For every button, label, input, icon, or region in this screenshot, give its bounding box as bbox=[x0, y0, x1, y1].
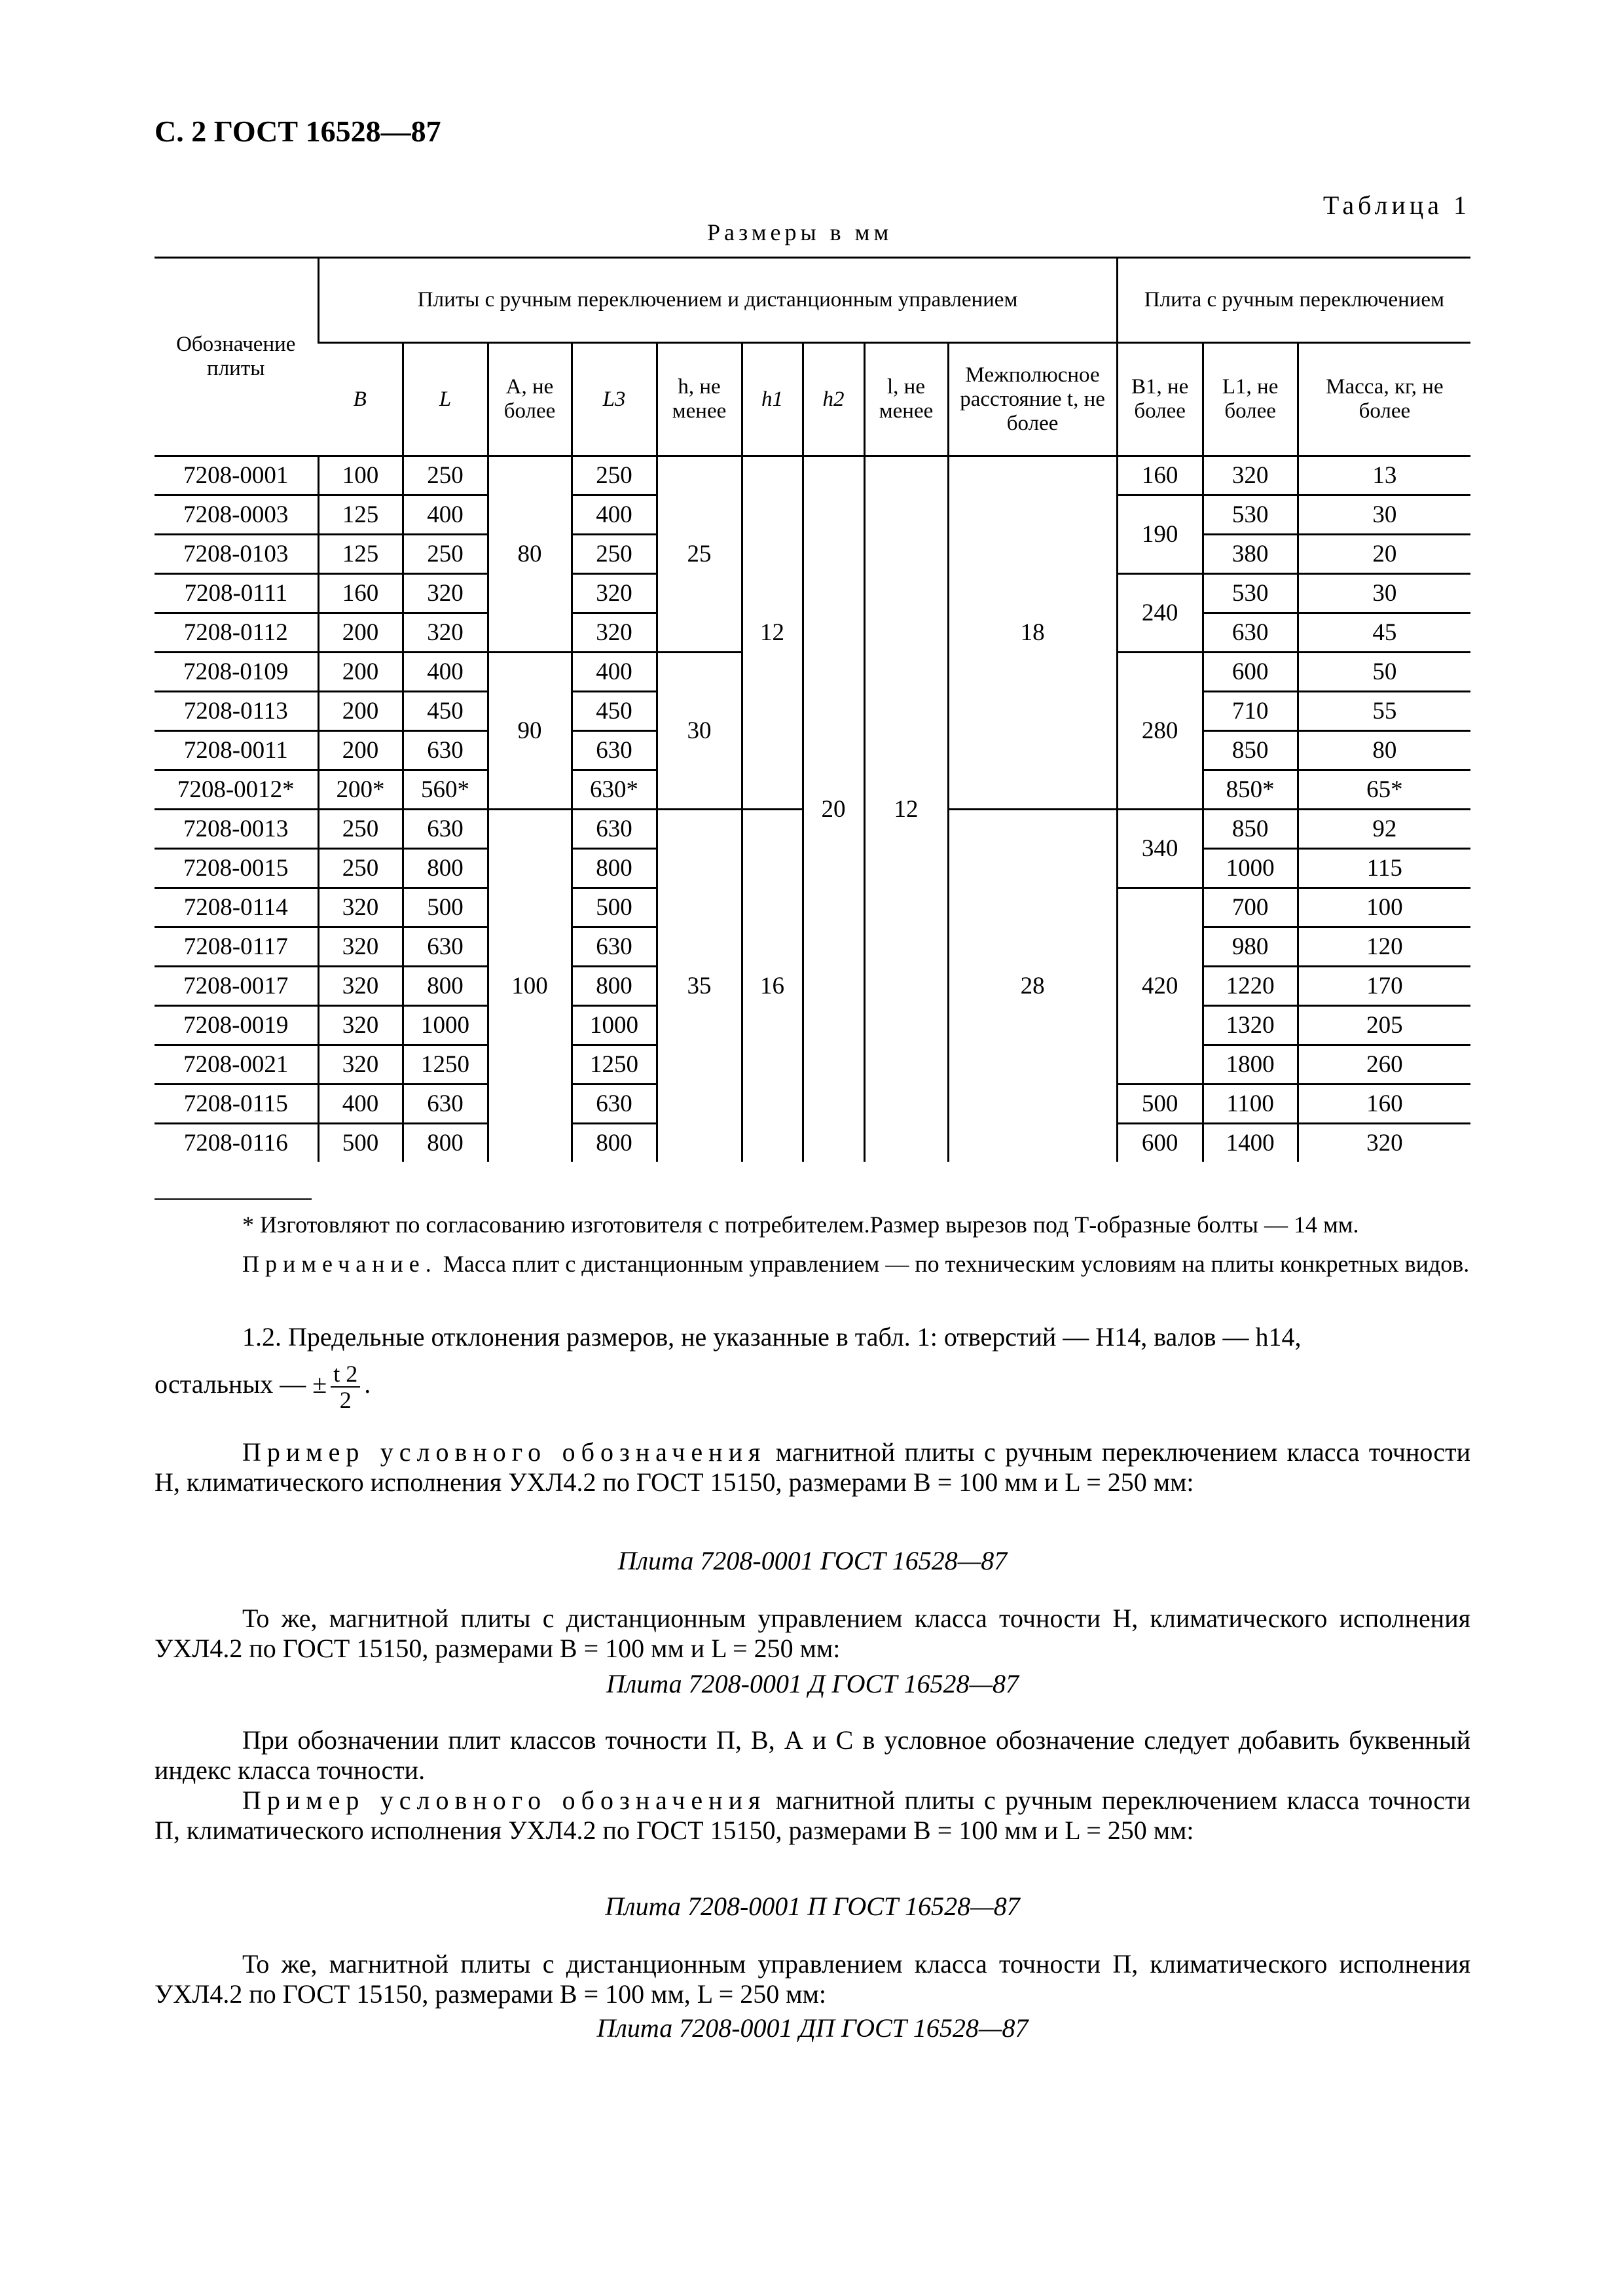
cell-designation: 7208-0113 bbox=[155, 692, 318, 731]
example-1-text: магнитной плиты с ручным переключением класса точности Н, климатического исполнения УХЛ4.2 по ГОСТ 15150, размерами B = 100 мм и L = 250 мм: bbox=[155, 1437, 1470, 1497]
cell-A: 90 bbox=[488, 653, 572, 810]
cell-L3: 450 bbox=[572, 692, 657, 731]
cell-L1: 320 bbox=[1203, 456, 1298, 495]
header-h2: h2 bbox=[803, 343, 864, 456]
page-header: С. 2 ГОСТ 16528—87 bbox=[155, 115, 441, 148]
cell-B: 320 bbox=[318, 1006, 403, 1045]
cell-mass: 50 bbox=[1298, 653, 1470, 692]
cell-designation: 7208-0015 bbox=[155, 849, 318, 888]
fraction-numerator: t 2 bbox=[331, 1361, 360, 1388]
cell-L: 630 bbox=[403, 810, 488, 849]
cell-L: 800 bbox=[403, 1124, 488, 1162]
cell-L1: 980 bbox=[1203, 927, 1298, 967]
cell-L3: 630 bbox=[572, 1085, 657, 1124]
cell-L1: 850* bbox=[1203, 770, 1298, 810]
cell-L3: 630 bbox=[572, 810, 657, 849]
cell-L1: 530 bbox=[1203, 574, 1298, 613]
cell-L3: 320 bbox=[572, 574, 657, 613]
cell-B: 320 bbox=[318, 1045, 403, 1085]
cell-mass: 13 bbox=[1298, 456, 1470, 495]
tolerance-label: остальных — ± bbox=[155, 1369, 327, 1399]
cell-designation: 7208-0111 bbox=[155, 574, 318, 613]
cell-mass: 45 bbox=[1298, 613, 1470, 653]
cell-designation: 7208-0114 bbox=[155, 888, 318, 927]
cell-designation: 7208-0103 bbox=[155, 535, 318, 574]
cell-L3: 1250 bbox=[572, 1045, 657, 1085]
cell-designation: 7208-0116 bbox=[183, 1130, 288, 1157]
cell-L: 320 bbox=[403, 613, 488, 653]
cell-L1: 1800 bbox=[1203, 1045, 1298, 1085]
paragraph-1-2-continued bbox=[155, 1361, 1470, 1412]
header-L3: L3 bbox=[572, 343, 657, 456]
example-2-designation: Плита 7208-0001 Д ГОСТ 16528—87 bbox=[606, 1669, 1019, 1698]
cell-B: 125 bbox=[318, 495, 403, 535]
dimensions-table bbox=[155, 257, 1470, 1162]
note-label: Примечание. bbox=[242, 1251, 437, 1277]
cell-mass: 30 bbox=[1298, 495, 1470, 535]
header-h1: h1 bbox=[742, 343, 803, 456]
example-3-designation: Плита 7208-0001 П ГОСТ 16528—87 bbox=[605, 1892, 1020, 1921]
cell-h: 30 bbox=[657, 653, 742, 810]
cell-B: 400 bbox=[318, 1085, 403, 1124]
cell-h: 35 bbox=[657, 810, 742, 1162]
example-3-text: магнитной плиты с ручным переключением класса точности П, климатического исполнения УХЛ4.2 по ГОСТ 15150, размерами B = 100 мм и L = 250 мм: bbox=[155, 1785, 1470, 1845]
cell-L1: 850 bbox=[1203, 731, 1298, 770]
cell-B1: 600 bbox=[1117, 1124, 1203, 1162]
header-group-manual-remote: Плиты с ручным переключением и дистанционным управлением bbox=[318, 258, 1117, 343]
units-label: Размеры в мм bbox=[707, 219, 893, 245]
cell-L3: 400 bbox=[572, 653, 657, 692]
cell-B: 200 bbox=[318, 653, 403, 692]
cell-mass: 320 bbox=[1298, 1124, 1470, 1162]
cell-L3: 250 bbox=[572, 535, 657, 574]
cell-h1: 12 bbox=[742, 456, 803, 810]
cell-L3: 500 bbox=[572, 888, 657, 927]
cell-L1: 600 bbox=[1203, 653, 1298, 692]
cell-L1: 1220 bbox=[1203, 967, 1298, 1006]
cell-A: 80 bbox=[488, 456, 572, 653]
header-B1: B1, не более bbox=[1117, 343, 1203, 456]
example-2: То же, магнитной плиты с дистанционным управлением класса точности Н, климатического исполнения УХЛ4.2 по ГОСТ 15150, размерами B = 100 мм и L = 250 мм: bbox=[155, 1604, 1470, 1663]
header-B: B bbox=[318, 343, 403, 456]
cell-designation: 7208-0109 bbox=[155, 653, 318, 692]
cell-designation: 7208-0017 bbox=[155, 967, 318, 1006]
cell-B: 125 bbox=[318, 535, 403, 574]
cell-t: 18 bbox=[948, 456, 1117, 810]
cell-L1: 630 bbox=[1203, 613, 1298, 653]
cell-designation: 7208-0117 bbox=[155, 927, 318, 967]
example-3-label: Пример условного обозначения bbox=[242, 1785, 767, 1815]
cell-designation: 7208-0021 bbox=[155, 1045, 318, 1085]
cell-mass: 92 bbox=[1298, 810, 1470, 849]
cell-L: 800 bbox=[403, 967, 488, 1006]
cell-L: 250 bbox=[403, 535, 488, 574]
cell-L: 400 bbox=[403, 495, 488, 535]
cell-B: 200* bbox=[318, 770, 403, 810]
cell-L3: 630 bbox=[572, 731, 657, 770]
cell-L3: 630 bbox=[572, 927, 657, 967]
example-4-designation: Плита 7208-0001 ДП ГОСТ 16528—87 bbox=[596, 2013, 1029, 2043]
header-t: Межполюсное расстояние t, не более bbox=[948, 343, 1117, 456]
header-designation: Обозначение плиты bbox=[155, 258, 318, 456]
cell-L3: 800 bbox=[572, 1124, 657, 1162]
cell-mass: 260 bbox=[1298, 1045, 1470, 1085]
cell-L1: 1320 bbox=[1203, 1006, 1298, 1045]
cell-L3: 800 bbox=[572, 849, 657, 888]
cell-A: 100 bbox=[488, 810, 572, 1162]
cell-l: 12 bbox=[864, 456, 948, 1162]
cell-B1: 280 bbox=[1117, 653, 1203, 810]
header-group-manual: Плита с ручным переключением bbox=[1117, 258, 1470, 343]
cell-B: 500 bbox=[318, 1124, 403, 1162]
cell-L1: 710 bbox=[1203, 692, 1298, 731]
cell-L: 500 bbox=[403, 888, 488, 927]
cell-L1: 530 bbox=[1203, 495, 1298, 535]
cell-L: 630 bbox=[403, 731, 488, 770]
cell-B: 250 bbox=[318, 810, 403, 849]
example-4: То же, магнитной плиты с дистанционным управлением класса точности П, климатического исполнения УХЛ4.2 по ГОСТ 15150, размерами B = 100 мм, L = 250 мм: bbox=[155, 1949, 1470, 2009]
cell-L3: 1000 bbox=[572, 1006, 657, 1045]
cell-B: 200 bbox=[318, 731, 403, 770]
cell-L: 560* bbox=[403, 770, 488, 810]
table-label: Таблица 1 bbox=[1322, 190, 1470, 220]
cell-L: 800 bbox=[403, 849, 488, 888]
cell-L3: 250 bbox=[572, 456, 657, 495]
cell-B: 250 bbox=[318, 849, 403, 888]
cell-B: 200 bbox=[318, 613, 403, 653]
cell-L3: 630* bbox=[572, 770, 657, 810]
paragraph-1-2: 1.2. Предельные отклонения размеров, не указанные в табл. 1: отверстий — Н14, валов — h14, bbox=[242, 1322, 1302, 1352]
cell-mass: 115 bbox=[1298, 849, 1470, 888]
cell-mass: 20 bbox=[1298, 535, 1470, 574]
cell-mass: 120 bbox=[1298, 927, 1470, 967]
cell-mass: 100 bbox=[1298, 888, 1470, 927]
cell-L1: 1000 bbox=[1203, 849, 1298, 888]
cell-designation: 7208-0003 bbox=[155, 495, 318, 535]
cell-L3: 320 bbox=[572, 613, 657, 653]
note-text: Масса плит с дистанционным управлением — по техническим условиям на плиты конкретных видов. bbox=[437, 1251, 1470, 1277]
tolerance-end: . bbox=[364, 1369, 371, 1399]
header-mass: Масса, кг, не более bbox=[1298, 343, 1470, 456]
header-l: l, не менее bbox=[864, 343, 948, 456]
cell-designation: 7208-0012* bbox=[155, 770, 318, 810]
cell-t: 28 bbox=[948, 810, 1117, 1162]
cell-h2: 20 bbox=[803, 456, 864, 1162]
cell-L: 450 bbox=[403, 692, 488, 731]
cell-designation: 7208-0112 bbox=[155, 613, 318, 653]
example-3 bbox=[155, 1785, 1470, 1846]
cell-designation: 7208-0013 bbox=[155, 810, 318, 849]
fraction-denominator: 2 bbox=[339, 1387, 352, 1413]
cell-B: 160 bbox=[318, 574, 403, 613]
header-h: h, не менее bbox=[657, 343, 742, 456]
cell-mass: 55 bbox=[1298, 692, 1470, 731]
header-L: L bbox=[403, 343, 488, 456]
cell-h: 25 bbox=[657, 456, 742, 653]
footnote: * Изготовляют по согласованию изготовителя с потребителем.Размер вырезов под Т-образные болты — 14 мм. bbox=[242, 1211, 1359, 1238]
cell-L3: 400 bbox=[572, 495, 657, 535]
cell-h1: 16 bbox=[742, 810, 803, 1162]
cell-L: 250 bbox=[403, 456, 488, 495]
cell-B: 320 bbox=[318, 927, 403, 967]
cell-L: 630 bbox=[403, 927, 488, 967]
cell-B1: 240 bbox=[1117, 574, 1203, 653]
cell-L: 1000 bbox=[403, 1006, 488, 1045]
cell-mass: 80 bbox=[1298, 731, 1470, 770]
cell-B: 100 bbox=[318, 456, 403, 495]
footnote-divider bbox=[155, 1198, 312, 1200]
cell-L: 320 bbox=[403, 574, 488, 613]
cell-L1: 1100 bbox=[1203, 1085, 1298, 1124]
cell-B1: 420 bbox=[1117, 888, 1203, 1085]
example-1-label: Пример условного обозначения bbox=[242, 1437, 767, 1467]
table-row bbox=[155, 456, 1470, 495]
cell-mass: 170 bbox=[1298, 967, 1470, 1006]
cell-L: 400 bbox=[403, 653, 488, 692]
cell-mass: 30 bbox=[1298, 574, 1470, 613]
cell-L: 630 bbox=[403, 1085, 488, 1124]
cell-B: 200 bbox=[318, 692, 403, 731]
cell-L: 1250 bbox=[403, 1045, 488, 1085]
tolerance-fraction bbox=[331, 1361, 360, 1412]
cell-L1: 380 bbox=[1203, 535, 1298, 574]
cell-B1: 500 bbox=[1117, 1085, 1203, 1124]
cell-mass: 205 bbox=[1298, 1006, 1470, 1045]
cell-L3: 800 bbox=[572, 967, 657, 1006]
cell-L1: 700 bbox=[1203, 888, 1298, 927]
cell-mass: 160 bbox=[1298, 1085, 1470, 1124]
cell-B1: 160 bbox=[1117, 456, 1203, 495]
cell-designation: 7208-0115 bbox=[155, 1085, 318, 1124]
cell-designation: 7208-0001 bbox=[155, 456, 318, 495]
cell-B: 320 bbox=[318, 888, 403, 927]
paragraph-classes: При обозначении плит классов точности П, В, А и С в условное обозначение следует добавить буквенный индекс класса точности. bbox=[155, 1725, 1470, 1785]
header-A: A, не более bbox=[488, 343, 572, 456]
cell-B: 320 bbox=[318, 967, 403, 1006]
cell-designation: 7208-0011 bbox=[155, 731, 318, 770]
table-note bbox=[155, 1249, 1470, 1279]
cell-designation: 7208-0019 bbox=[155, 1006, 318, 1045]
example-1 bbox=[155, 1437, 1470, 1498]
cell-B1: 340 bbox=[1117, 810, 1203, 888]
cell-L1: 1400 bbox=[1203, 1124, 1298, 1162]
cell-L1: 850 bbox=[1203, 810, 1298, 849]
cell-mass: 65* bbox=[1298, 770, 1470, 810]
header-L1: L1, не более bbox=[1203, 343, 1298, 456]
example-1-designation: Плита 7208-0001 ГОСТ 16528—87 bbox=[617, 1546, 1008, 1575]
cell-B1: 190 bbox=[1117, 495, 1203, 574]
